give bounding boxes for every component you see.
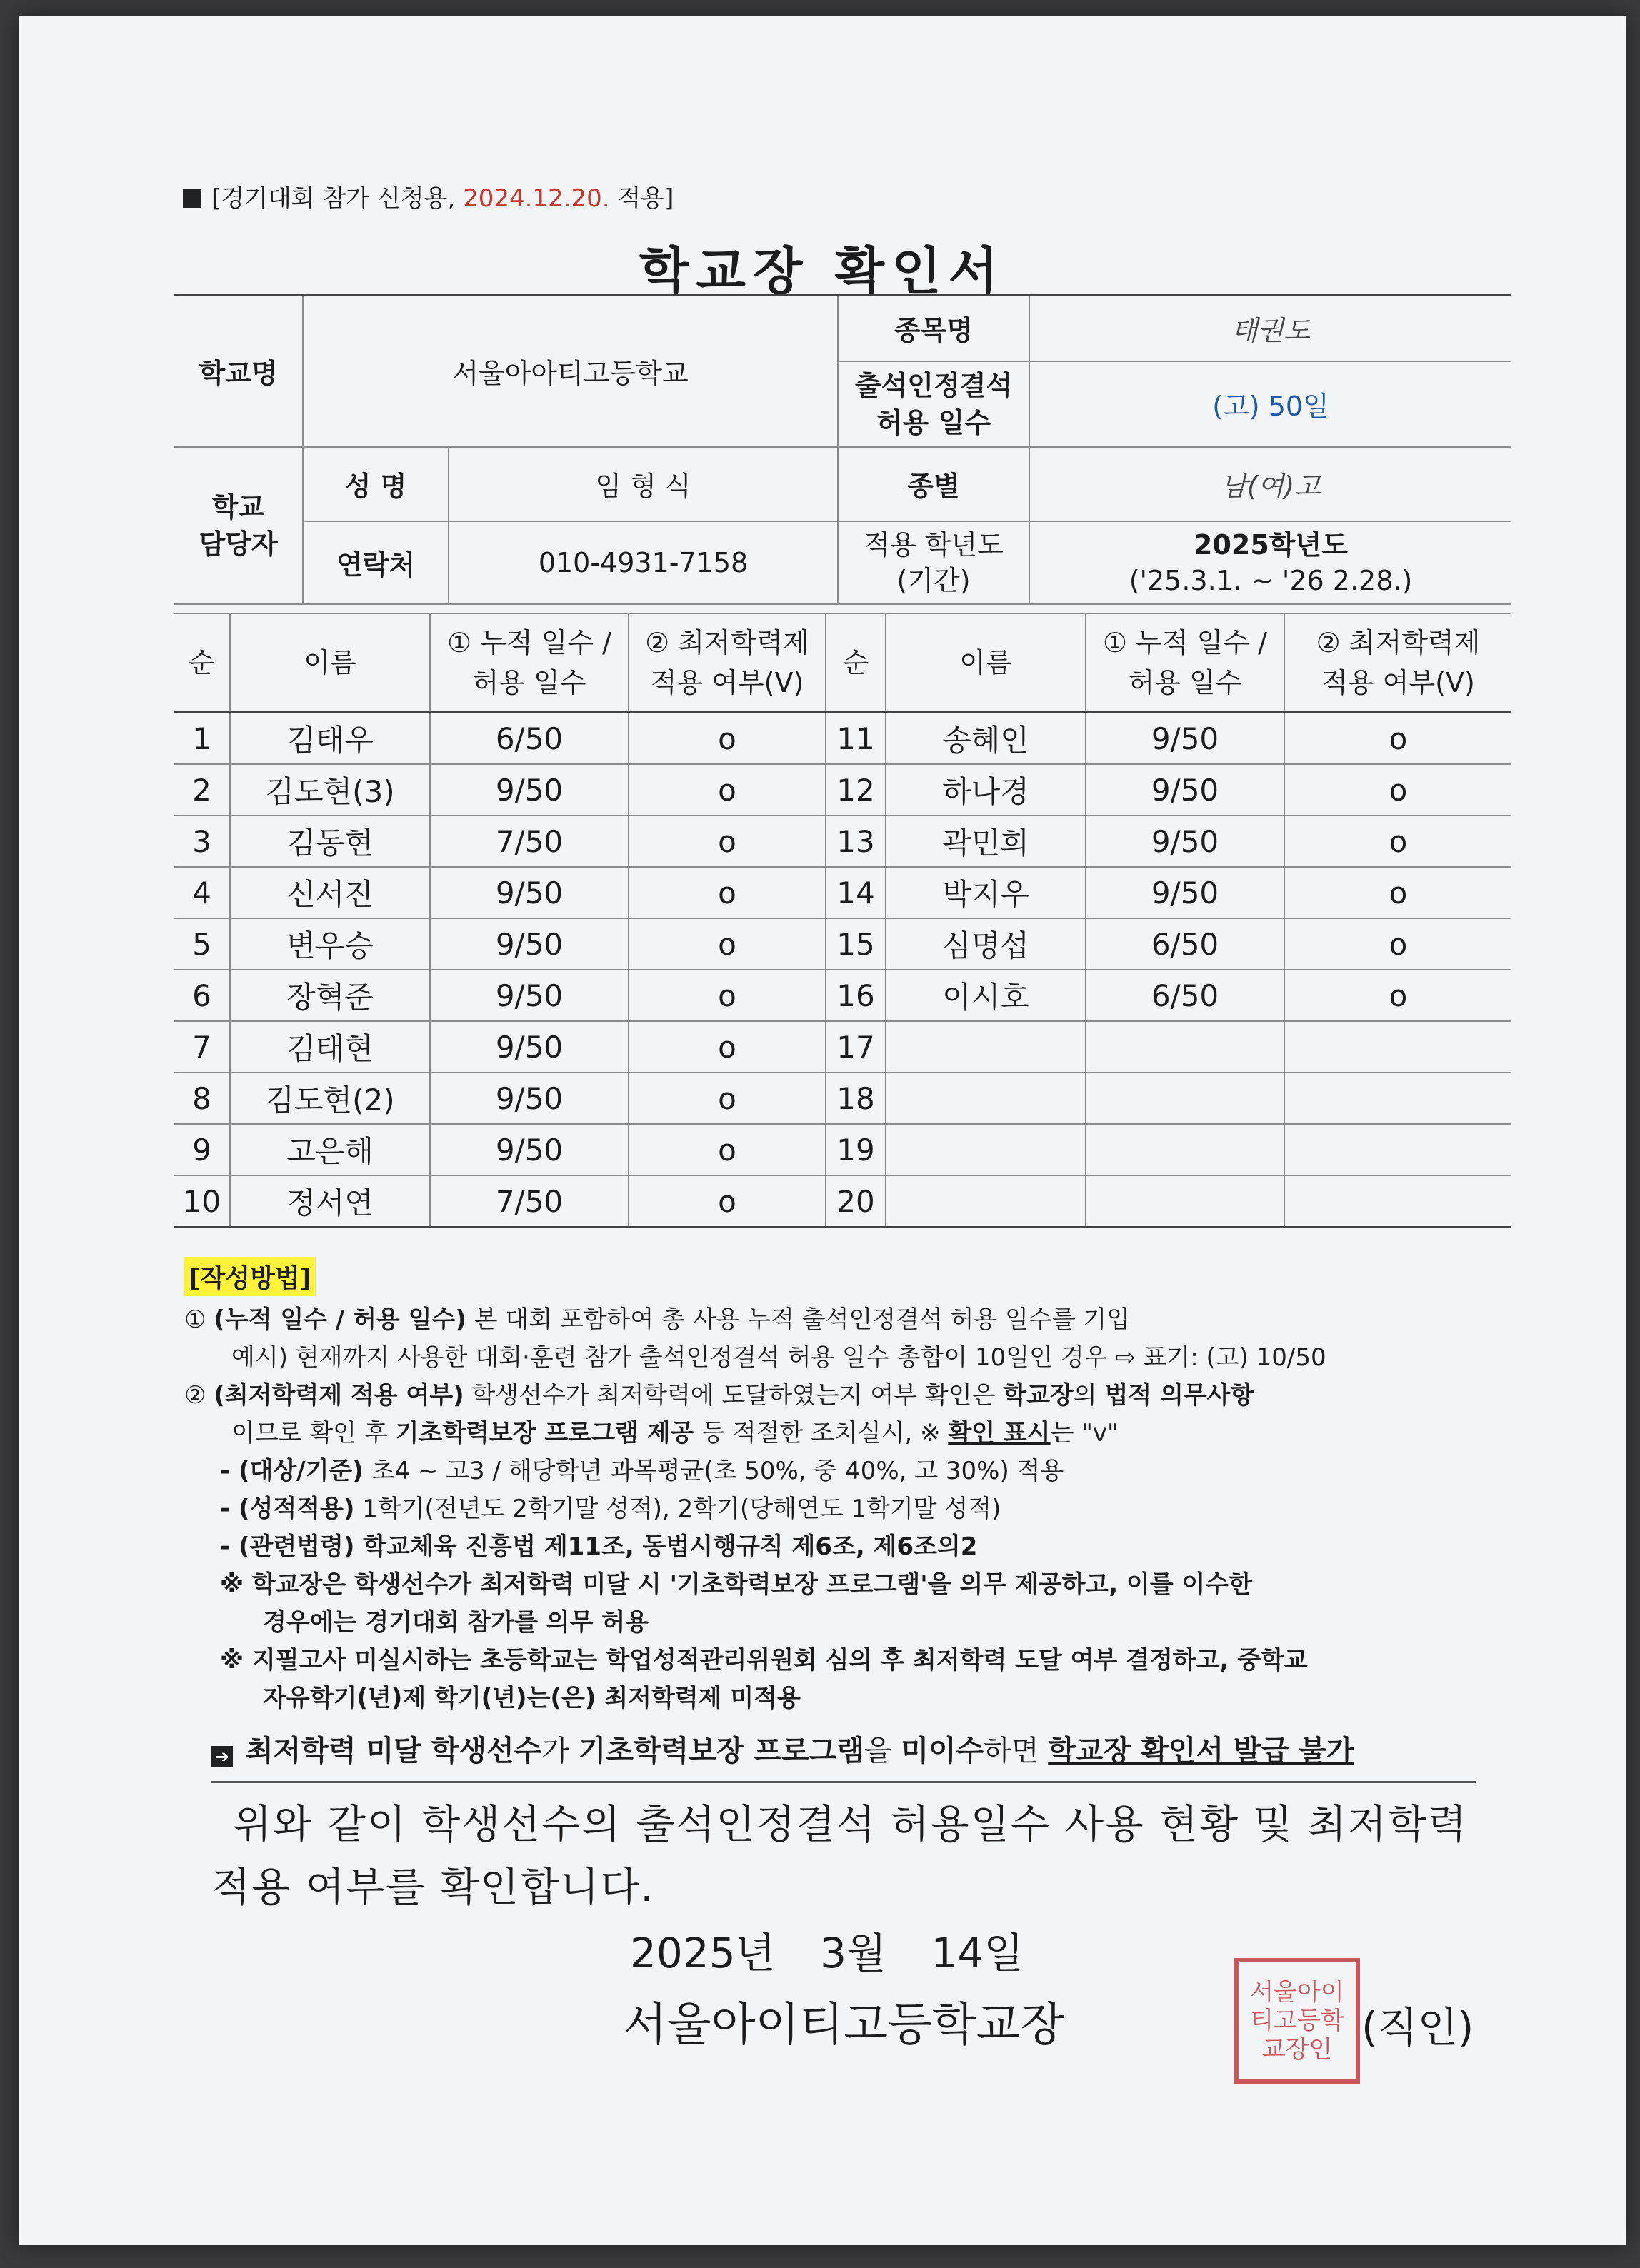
square-bullet-icon (183, 189, 201, 208)
cell-name: 송혜인 (886, 713, 1086, 765)
cell-name (886, 1073, 1086, 1124)
cell-min: o (1284, 918, 1511, 970)
cell-days: 9/50 (430, 1021, 629, 1073)
cell-name: 김도현(2) (230, 1073, 430, 1124)
note-line: 자유학기(년)제 학기(년)는(은) 최저학력제 미적용 (263, 1684, 801, 1712)
cell-days (1086, 1073, 1284, 1124)
cell-no: 18 (826, 1073, 886, 1124)
col-min-header: ② 최저학력제 적용 여부(V) (629, 613, 826, 713)
cell-days: 9/50 (430, 1073, 629, 1124)
cell-name: 김도현(3) (230, 764, 430, 816)
cell-name: 변우승 (230, 918, 430, 970)
application-note: [경기대회 참가 신청용, 2024.12.20. 적용] (183, 179, 674, 214)
note-line: ※ 학교장은 학생선수가 최저학력 미달 시 '기초학력보장 프로그램'을 의무 제공하고, 이를 이수한 (220, 1570, 1253, 1599)
table-row (174, 816, 1511, 867)
cell-name: 하나경 (886, 764, 1086, 816)
cell-min: o (1284, 970, 1511, 1021)
cell-days (1086, 1124, 1284, 1175)
cell-name: 고은해 (230, 1124, 430, 1175)
table-row (174, 970, 1511, 1021)
cell-no: 1 (174, 713, 230, 765)
cell-no: 9 (174, 1124, 230, 1175)
cell-min: o (629, 918, 826, 970)
cell-min: o (629, 1073, 826, 1124)
note-line: ① (누적 일수 / 허용 일수) 본 대회 포함하여 총 사용 누적 출석인정결석 허용 일수를 기입 (184, 1305, 1131, 1334)
table-row (174, 1021, 1511, 1073)
table-row (174, 1124, 1511, 1175)
cell-no: 5 (174, 918, 230, 970)
school-year-value: 2025학년도 ('25.3.1. ~ '26 2.28.) (1029, 521, 1511, 604)
cell-no: 15 (826, 918, 886, 970)
absence-days-value: (고) 50일 (1029, 361, 1511, 447)
cell-min: o (629, 867, 826, 918)
page-title: 학교장 확인서 (639, 241, 1006, 301)
cell-no: 4 (174, 867, 230, 918)
cell-no: 16 (826, 970, 886, 1021)
col-min-header: ② 최저학력제 적용 여부(V) (1284, 613, 1511, 713)
cell-days: 6/50 (1086, 970, 1284, 1021)
table-row (174, 713, 1511, 765)
document-page (19, 16, 1626, 2245)
note-date: 2024.12.20. (463, 184, 610, 213)
cell-name: 이시호 (886, 970, 1086, 1021)
cell-min (1284, 1175, 1511, 1228)
cell-no: 12 (826, 764, 886, 816)
cell-days: 6/50 (1086, 918, 1284, 970)
confirmation-statement: 위와 같이 학생선수의 출석인정결석 허용일수 사용 현황 및 최저학력 적용 여부를 확인합니다. (211, 1802, 1469, 1911)
divider (211, 1781, 1476, 1783)
school-name-value: 서울아아티고등학교 (303, 296, 838, 447)
principal-name: 서울아이티고등학교장 (623, 1999, 1065, 2052)
cell-days: 9/50 (430, 918, 629, 970)
cell-name (886, 1124, 1086, 1175)
cell-min: o (1284, 816, 1511, 867)
writing-method-notes (184, 1301, 1499, 1717)
note-line: - (관련법령) 학교체육 진흥법 제11조, 동법시행규칙 제6조, 제6조의2 (220, 1532, 978, 1561)
manager-name-value: 임 형 식 (449, 447, 838, 521)
table-row (174, 867, 1511, 918)
cell-min: o (629, 1124, 826, 1175)
cell-min (1284, 1021, 1511, 1073)
cell-days: 9/50 (1086, 764, 1284, 816)
cell-days: 9/50 (430, 1124, 629, 1175)
cell-no: 19 (826, 1124, 886, 1175)
cell-name (886, 1175, 1086, 1228)
cell-no: 17 (826, 1021, 886, 1073)
event-label: 종목명 (838, 296, 1029, 361)
table-row (174, 1175, 1511, 1228)
cell-days: 9/50 (1086, 816, 1284, 867)
cell-days: 6/50 (430, 713, 629, 765)
cell-no: 3 (174, 816, 230, 867)
cell-no: 10 (174, 1175, 230, 1228)
cell-days: 9/50 (430, 867, 629, 918)
cell-name: 김태현 (230, 1021, 430, 1073)
cell-min: o (629, 764, 826, 816)
cell-name: 심명섭 (886, 918, 1086, 970)
writing-method-title: [작성방법] (184, 1257, 316, 1296)
col-days-header: ① 누적 일수 / 허용 일수 (1086, 613, 1284, 713)
cell-no: 20 (826, 1175, 886, 1228)
category-label: 종별 (838, 447, 1029, 521)
cell-days (1086, 1021, 1284, 1073)
note-line: - (대상/기준) 초4 ~ 고3 / 해당학년 과목평균(초 50%, 중 40%, 고 30%) 적용 (220, 1457, 1064, 1485)
cell-name: 신서진 (230, 867, 430, 918)
issuance-warning: ➔ 최저학력 미달 학생선수가 기초학력보장 프로그램을 미이수하면 학교장 확인서 발급 불가 (211, 1728, 1354, 1769)
cell-days: 7/50 (430, 1175, 629, 1228)
cell-days: 9/50 (430, 970, 629, 1021)
cell-min: o (1284, 764, 1511, 816)
cell-min: o (629, 816, 826, 867)
cell-days: 9/50 (1086, 867, 1284, 918)
cell-days: 7/50 (430, 816, 629, 867)
manager-name-label: 성 명 (303, 447, 449, 521)
col-no-header: 순 (826, 613, 886, 713)
table-row (174, 918, 1511, 970)
cell-no: 6 (174, 970, 230, 1021)
seal-label: (직인) (1361, 2003, 1474, 2052)
cell-min: o (629, 970, 826, 1021)
school-name-label: 학교명 (174, 296, 303, 447)
roster-table (174, 613, 1511, 1228)
cell-name: 김동현 (230, 816, 430, 867)
col-name-header: 이름 (886, 613, 1086, 713)
roster-header-row (174, 613, 1511, 713)
cell-min: o (1284, 867, 1511, 918)
category-value: 남(여)고 (1029, 447, 1511, 521)
official-seal: 서울아이티고등학교장인 (1234, 1958, 1360, 2084)
cell-min: o (1284, 713, 1511, 765)
contact-value: 010-4931-7158 (449, 521, 838, 604)
cell-no: 8 (174, 1073, 230, 1124)
col-name-header: 이름 (230, 613, 430, 713)
arrow-box-icon: ➔ (211, 1746, 233, 1767)
cell-name: 장혁준 (230, 970, 430, 1021)
issue-date: 2025년 3월 14일 (630, 1929, 1024, 1977)
cell-no: 13 (826, 816, 886, 867)
school-manager-label: 학교 담당자 (174, 447, 303, 604)
cell-min: o (629, 1021, 826, 1073)
col-days-header: ① 누적 일수 / 허용 일수 (430, 613, 629, 713)
cell-name: 정서연 (230, 1175, 430, 1228)
table-row (174, 1073, 1511, 1124)
cell-name: 곽민희 (886, 816, 1086, 867)
table-row (174, 764, 1511, 816)
contact-label: 연락처 (303, 521, 449, 604)
event-value: 태권도 (1029, 296, 1511, 361)
note-line: 이므로 확인 후 기초학력보장 프로그램 제공 등 적절한 조치실시, ※ 확인 표시는 "v" (231, 1419, 1119, 1447)
note-line: ② (최저학력제 적용 여부) 학생선수가 최저학력에 도달하였는지 여부 확인은 학교장의 법적 의무사항 (184, 1381, 1254, 1410)
cell-no: 2 (174, 764, 230, 816)
note-line: 경우에는 경기대회 참가를 의무 허용 (263, 1608, 649, 1637)
cell-min (1284, 1124, 1511, 1175)
cell-no: 14 (826, 867, 886, 918)
col-no-header: 순 (174, 613, 230, 713)
school-year-label: 적용 학년도 (기간) (838, 521, 1029, 604)
cell-min: o (629, 713, 826, 765)
cell-name: 박지우 (886, 867, 1086, 918)
note-line: - (성적적용) 1학기(전년도 2학기말 성적), 2학기(당해연도 1학기말 성적) (220, 1495, 1001, 1523)
cell-days (1086, 1175, 1284, 1228)
absence-days-label: 출석인정결석 허용 일수 (838, 361, 1029, 447)
cell-days: 9/50 (1086, 713, 1284, 765)
cell-name: 김태우 (230, 713, 430, 765)
cell-name (886, 1021, 1086, 1073)
cell-min (1284, 1073, 1511, 1124)
cell-no: 11 (826, 713, 886, 765)
cell-min: o (629, 1175, 826, 1228)
cell-days: 9/50 (430, 764, 629, 816)
note-line: ※ 지필고사 미실시하는 초등학교는 학업성적관리위원회 심의 후 최저학력 도달 여부 결정하고, 중학교 (220, 1646, 1308, 1675)
info-table (174, 294, 1511, 605)
cell-no: 7 (174, 1021, 230, 1073)
note-line: 예시) 현재까지 사용한 대회·훈련 참가 출석인정결석 허용 일수 총합이 10일인 경우 ⇨ 표기: (고) 10/50 (231, 1343, 1326, 1372)
